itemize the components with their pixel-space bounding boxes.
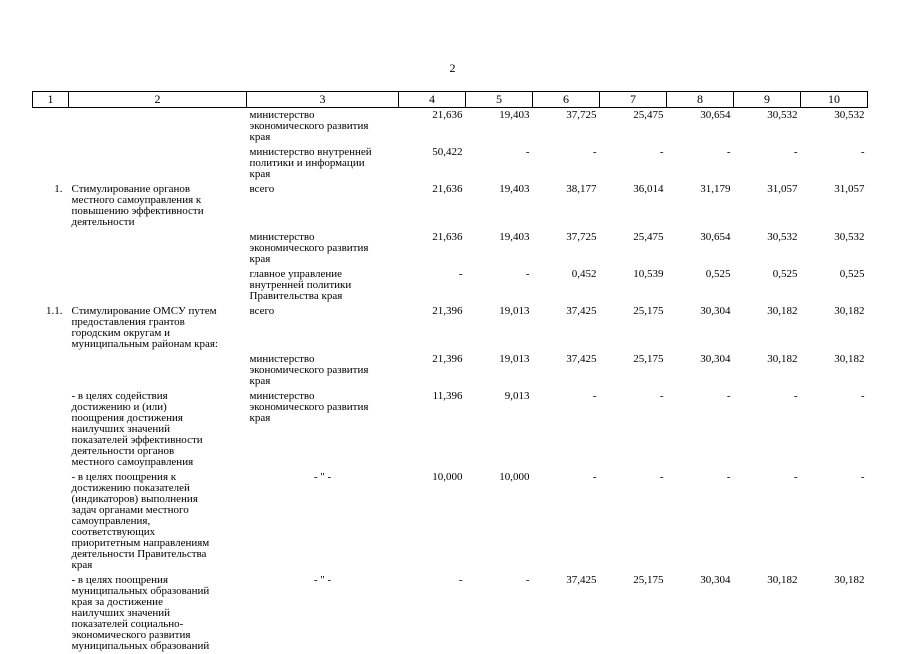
value-cell: 31,057 xyxy=(767,183,798,195)
header-cell: 5 xyxy=(466,92,533,108)
value-cell: 19,403 xyxy=(499,231,530,243)
value-cell: 37,725 xyxy=(566,231,597,243)
value-cell: 30,654 xyxy=(700,109,731,121)
value-cell: 38,177 xyxy=(566,183,597,195)
header-cell: 6 xyxy=(533,92,600,108)
table-row xyxy=(33,108,868,146)
value-cell: - xyxy=(726,471,731,483)
value-cell: 21,636 xyxy=(432,109,463,121)
value-cell: 30,304 xyxy=(700,305,731,317)
value-cell: 25,475 xyxy=(633,231,664,243)
value-cell: 9,013 xyxy=(504,390,530,402)
value-cell: 30,182 xyxy=(834,353,865,365)
value-cell: 19,013 xyxy=(499,305,530,317)
value-cell: 30,654 xyxy=(700,231,731,243)
value-cell: 10,000 xyxy=(432,471,463,483)
row-number: 1. xyxy=(54,183,63,195)
header-cell: 9 xyxy=(734,92,801,108)
row-number: 1.1. xyxy=(46,305,63,317)
table-row xyxy=(33,230,868,267)
value-cell: 25,175 xyxy=(633,574,664,586)
value-cell: 0,452 xyxy=(571,268,597,280)
activity-name: - в целях поощрения муниципальных образований края за достижение наилучших значений показателей социально- экономического развития муниципальных образований xyxy=(71,574,210,652)
table-row xyxy=(33,470,868,573)
activity-name xyxy=(69,267,247,304)
value-cell: - xyxy=(525,574,530,586)
value-cell: 21,636 xyxy=(432,231,463,243)
header-row xyxy=(33,92,868,108)
value-cell: 37,725 xyxy=(566,109,597,121)
value-cell: 30,182 xyxy=(767,353,798,365)
value-cell: - xyxy=(726,390,731,402)
value-cell: 25,175 xyxy=(633,353,664,365)
value-cell: 30,182 xyxy=(767,574,798,586)
value-cell: 11,396 xyxy=(432,390,463,402)
value-cell: 0,525 xyxy=(705,268,731,280)
value-cell: 30,532 xyxy=(767,231,798,243)
row-number xyxy=(33,470,69,573)
executor: - " - xyxy=(313,574,332,586)
table-row xyxy=(33,267,868,304)
executor: главное управление внутренней политики Правительства края xyxy=(249,268,352,302)
header-cell: 7 xyxy=(600,92,667,108)
value-cell: 10,539 xyxy=(633,268,664,280)
value-cell: 37,425 xyxy=(566,305,597,317)
activity-name xyxy=(69,145,247,182)
header-cell: 1 xyxy=(33,92,69,108)
row-number xyxy=(33,352,69,389)
value-cell: 30,182 xyxy=(834,305,865,317)
value-cell: 0,525 xyxy=(772,268,798,280)
activity-name xyxy=(69,352,247,389)
activity-name: - в целях содействия достижению и (или) поощрения достижения наилучших значений показателей эффективности деятельности органов местного самоуправления xyxy=(71,390,203,468)
value-cell: - xyxy=(592,146,597,158)
value-cell: 37,425 xyxy=(566,353,597,365)
value-cell: 25,175 xyxy=(633,305,664,317)
value-cell: 30,182 xyxy=(834,574,865,586)
executor: министерство экономического развития края xyxy=(249,353,369,387)
header-cell: 10 xyxy=(801,92,868,108)
header-cell: 4 xyxy=(399,92,466,108)
activity-name xyxy=(69,230,247,267)
value-cell: - xyxy=(525,146,530,158)
value-cell: 30,532 xyxy=(834,109,865,121)
value-cell: - xyxy=(793,146,798,158)
activity-name: Стимулирование органов местного самоуправления к повышению эффективности деятельности xyxy=(71,183,204,228)
value-cell: - xyxy=(726,146,731,158)
value-cell: - xyxy=(458,268,463,280)
value-cell: - xyxy=(659,146,664,158)
value-cell: 30,532 xyxy=(834,231,865,243)
executor: всего xyxy=(249,305,275,317)
row-number xyxy=(33,573,69,654)
value-cell: - xyxy=(659,471,664,483)
row-number xyxy=(33,389,69,470)
value-cell: 31,179 xyxy=(700,183,731,195)
value-cell: 31,057 xyxy=(834,183,865,195)
header-cell: 2 xyxy=(69,92,247,108)
table-row xyxy=(33,573,868,654)
executor: министерство экономического развития края xyxy=(249,109,369,143)
budget-table xyxy=(32,91,868,654)
row-number xyxy=(33,145,69,182)
executor: - " - xyxy=(313,471,332,483)
value-cell: 19,013 xyxy=(499,353,530,365)
activity-name: Стимулирование ОМСУ путем предоставления грантов городским округам и муниципальным районам края: xyxy=(71,305,218,350)
table-row xyxy=(33,145,868,182)
activity-name xyxy=(69,108,247,146)
value-cell: - xyxy=(860,471,865,483)
value-cell: 19,403 xyxy=(499,109,530,121)
value-cell: - xyxy=(525,268,530,280)
value-cell: - xyxy=(860,390,865,402)
value-cell: - xyxy=(592,471,597,483)
value-cell: - xyxy=(793,471,798,483)
row-number xyxy=(33,108,69,146)
activity-name: - в целях поощрения к достижению показателей (индикаторов) выполнения задач органами местного самоуправления, соответствующих приоритетным направлениям деятельности Правительства края xyxy=(71,471,210,571)
executor: министерство экономического развития края xyxy=(249,231,369,265)
value-cell: 21,636 xyxy=(432,183,463,195)
row-number xyxy=(33,230,69,267)
page-number: 2 xyxy=(449,61,456,75)
value-cell: 30,532 xyxy=(767,109,798,121)
value-cell: - xyxy=(860,146,865,158)
value-cell: 25,475 xyxy=(633,109,664,121)
executor: министерство внутренней политики и информации края xyxy=(249,146,372,180)
value-cell: 30,304 xyxy=(700,574,731,586)
value-cell: 37,425 xyxy=(566,574,597,586)
value-cell: 30,304 xyxy=(700,353,731,365)
value-cell: 21,396 xyxy=(432,305,463,317)
value-cell: 19,403 xyxy=(499,183,530,195)
table-row xyxy=(33,389,868,470)
value-cell: 21,396 xyxy=(432,353,463,365)
value-cell: - xyxy=(592,390,597,402)
value-cell: - xyxy=(793,390,798,402)
value-cell: 36,014 xyxy=(633,183,664,195)
header-cell: 3 xyxy=(247,92,399,108)
executor: всего xyxy=(249,183,275,195)
table-row xyxy=(33,304,868,352)
table-row xyxy=(33,352,868,389)
value-cell: 0,525 xyxy=(839,268,865,280)
table-row xyxy=(33,182,868,230)
value-cell: - xyxy=(458,574,463,586)
value-cell: 30,182 xyxy=(767,305,798,317)
header-cell: 8 xyxy=(667,92,734,108)
executor: министерство экономического развития края xyxy=(249,390,369,424)
value-cell: 50,422 xyxy=(432,146,463,158)
value-cell: - xyxy=(659,390,664,402)
value-cell: 10,000 xyxy=(499,471,530,483)
row-number xyxy=(33,267,69,304)
